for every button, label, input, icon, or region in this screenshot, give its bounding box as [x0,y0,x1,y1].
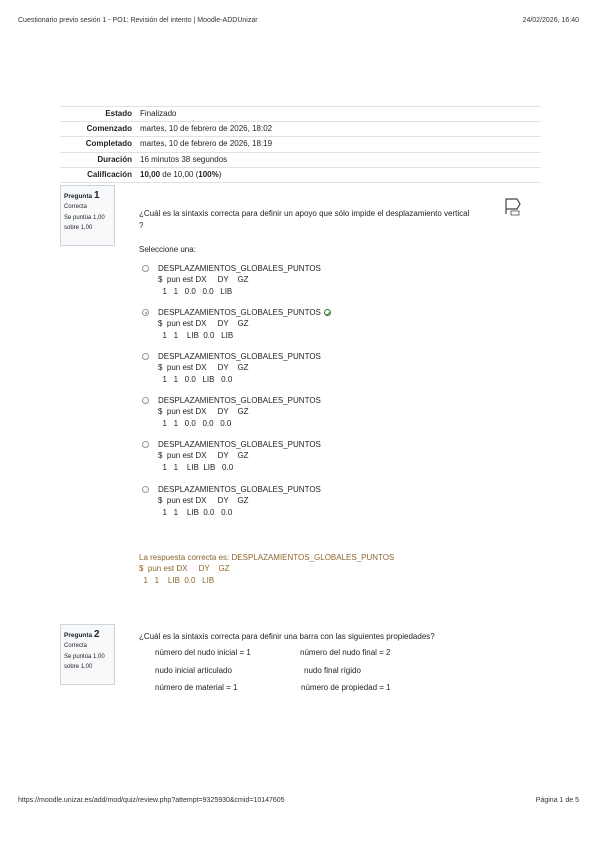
option-line-3: 1 1 LIB 0.0 0.0 [158,507,233,517]
print-footer-url: https://moodle.unizar.es/add/mod/quiz/review.php?attempt=9325930&cmid=10147605 [18,797,285,804]
radio-icon[interactable] [142,486,149,493]
correct-check-icon [324,309,331,316]
summary-value: martes, 10 de febrero de 2026, 18:19 [140,139,273,149]
option-line-2: $ pun est DX DY GZ [158,275,249,285]
grade-score: 10,00 [140,169,161,179]
grade-of: de 10,00 ( [160,169,199,179]
summary-row-started [60,122,541,137]
summary-label: Duración [97,154,132,164]
print-header-datetime: 24/02/2026, 16:40 [522,17,579,24]
property-item: número del nudo inicial = 1 [155,648,251,657]
option-line-3: 1 1 0.0 0.0 0.0 [158,418,232,428]
summary-value: Finalizado [140,109,177,118]
property-item: nudo inicial articulado [155,666,232,675]
question-text-line-1: ¿Cuál es la sintaxis correcta para definir un apoyo que sólo impide el desplazamiento vertical [139,209,470,218]
print-header-title: Cuestionario previo sesión 1 - PO1: Revisión del intento | Moodle-ADDUnizar [18,17,258,24]
option-line-3: 1 1 LIB 0.0 LIB [158,330,234,340]
question-state: Correcta [64,643,88,649]
radio-icon[interactable] [142,397,149,404]
option-line-3: 1 1 0.0 0.0 LIB [158,286,233,296]
summary-row-grade [60,168,541,183]
question-num: 1 [93,190,100,201]
question-2-text: ¿Cuál es la sintaxis correcta para definir una barra con las siguientes propiedades? [139,632,435,641]
select-one-prompt: Seleccione una: [139,245,196,254]
summary-label: Estado [105,109,132,118]
option-line-2: $ pun est DX DY GZ [158,407,249,417]
question-1-text [139,208,469,232]
option-line-1: DESPLAZAMIENTOS_GLOBALES_PUNTOS [158,440,321,449]
attempt-summary-table [60,106,541,183]
property-item: nudo final rígido [304,666,361,675]
option-line-1: DESPLAZAMIENTOS_GLOBALES_PUNTOS [158,264,321,273]
option-line-2: $ pun est DX DY GZ [158,496,249,506]
question-1-info [60,185,115,246]
option-line-3: 1 1 0.0 LIB 0.0 [158,374,233,384]
summary-label: Comenzado [86,124,132,134]
question-label: Pregunta [64,193,93,200]
option-line-1: DESPLAZAMIENTOS_GLOBALES_PUNTOS [158,396,321,405]
radio-icon[interactable] [142,309,149,316]
right-answer-line-2: $ pun est DX DY GZ [139,564,230,574]
flag-question-icon[interactable] [503,196,523,216]
question-2-info [60,624,115,685]
question-num: 2 [93,629,100,640]
option-line-3: 1 1 LIB LIB 0.0 [158,462,234,472]
option-line-1: DESPLAZAMIENTOS_GLOBALES_PUNTOS [158,308,321,317]
question-label: Pregunta [64,632,93,639]
question-number [64,629,111,640]
question-grade [64,213,111,233]
option-line-1: DESPLAZAMIENTOS_GLOBALES_PUNTOS [158,485,321,494]
grade-line-2: sobre 1,00 [64,225,93,231]
right-answer-feedback [139,552,394,586]
summary-row-completed [60,137,541,152]
summary-label: Completado [85,139,132,149]
question-text-line-2: ? [139,221,144,230]
radio-icon[interactable] [142,265,149,272]
property-item: número de material = 1 [155,683,238,692]
grade-line-1: Se puntúa 1,00 [64,654,105,660]
option-line-2: $ pun est DX DY GZ [158,451,249,461]
summary-value: 16 minutos 38 segundos [140,154,228,164]
right-answer-line-1: La respuesta correcta es: DESPLAZAMIENTOS_GLOBALES_PUNTOS [139,553,395,562]
radio-icon[interactable] [142,441,149,448]
question-grade [64,652,111,672]
summary-grade-value [140,168,221,182]
question-state: Correcta [64,204,88,210]
radio-icon[interactable] [142,353,149,360]
right-answer-line-3: 1 1 LIB 0.0 LIB [139,575,215,585]
print-footer-page: Página 1 de 5 [535,797,579,804]
summary-label: Calificación [87,169,132,179]
grade-line-2: sobre 1,00 [64,664,93,670]
question-number [64,190,111,201]
summary-row-duration [60,153,541,168]
property-item: número de propiedad = 1 [301,683,391,692]
option-line-2: $ pun est DX DY GZ [158,319,249,329]
grade-close: ) [218,169,222,179]
grade-line-1: Se puntúa 1,00 [64,215,105,221]
summary-row-state [60,107,541,122]
property-item: número del nudo final = 2 [300,648,391,657]
option-line-2: $ pun est DX DY GZ [158,363,249,373]
option-line-1: DESPLAZAMIENTOS_GLOBALES_PUNTOS [158,352,321,361]
summary-value: martes, 10 de febrero de 2026, 18:02 [140,124,273,134]
grade-percent: 100% [198,169,219,179]
